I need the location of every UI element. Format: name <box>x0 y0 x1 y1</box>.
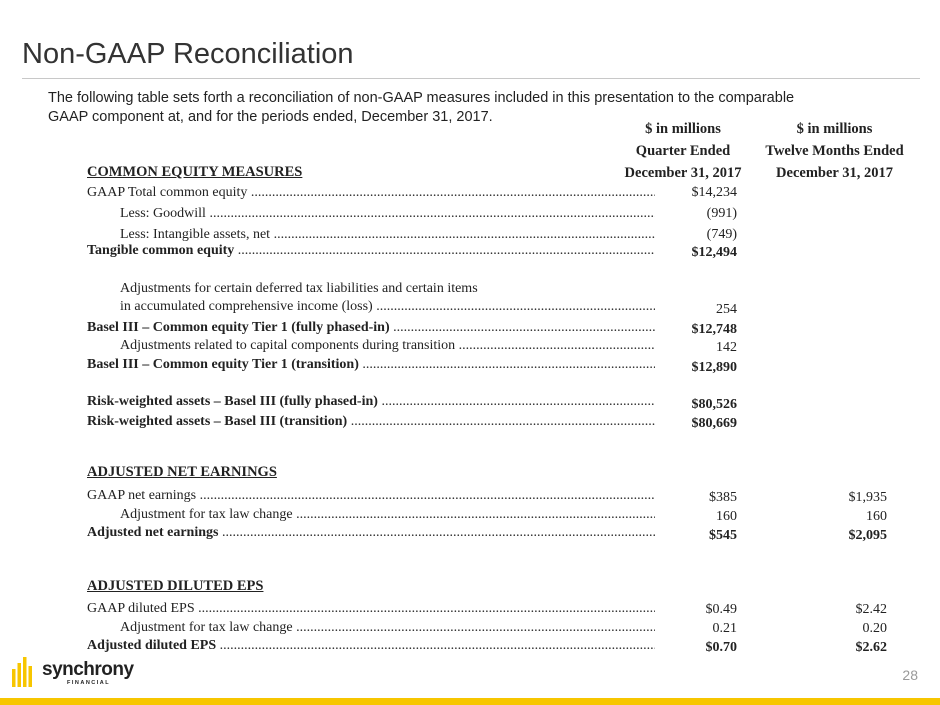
page-number: 28 <box>902 667 918 683</box>
row-label: Basel III – Common equity Tier 1 (transition) ..... <box>87 354 655 375</box>
quarter-value: $545 <box>709 528 737 543</box>
bottom-accent-bar <box>0 698 940 705</box>
row-label: Less: Goodwill ..... <box>87 203 655 224</box>
quarter-value: 0.21 <box>712 621 737 636</box>
quarter-value: $12,748 <box>691 322 737 337</box>
row-label: Adjusted diluted EPS ..... <box>87 635 655 656</box>
twelve-month-value: $2.62 <box>855 640 887 655</box>
logo-subtext: FINANCIAL <box>67 680 111 686</box>
table-row <box>87 635 937 656</box>
row-label: Adjustments related to capital components during transition ..... <box>87 335 655 356</box>
row-label: Adjustment for tax law change ..... <box>87 504 655 525</box>
title-divider <box>22 78 920 79</box>
twelve-month-value: $1,935 <box>848 490 887 505</box>
intro-line-2: GAAP component at, and for the periods ended, December 31, 2017. <box>48 109 493 125</box>
synchrony-logo-icon <box>12 657 36 687</box>
quarter-value: $0.70 <box>705 640 737 655</box>
column-header-twelve-months <box>752 118 917 184</box>
intro-line-1: The following table sets forth a reconciliation of non-GAAP measures included in this presentation to the comparable <box>48 90 795 106</box>
table-row <box>87 335 937 356</box>
twelve-month-value: $2,095 <box>848 528 887 543</box>
col1-line3: December 31, 2017 <box>624 165 742 181</box>
quarter-value: $12,890 <box>691 360 737 375</box>
row-label: Adjustments for certain deferred tax liabilities and certain items <box>120 281 478 296</box>
quarter-value: (991) <box>706 206 737 221</box>
quarter-value: $80,669 <box>691 416 737 431</box>
table-row <box>87 598 937 619</box>
table-row <box>87 240 937 261</box>
row-label: Tangible common equity ..... <box>87 240 655 261</box>
table-row <box>87 522 937 543</box>
row-label: Risk-weighted assets – Basel III (fully phased-in) ..... <box>87 391 655 412</box>
quarter-value: $385 <box>709 490 737 505</box>
col2-line2: Twelve Months Ended <box>765 143 904 159</box>
table-row <box>87 296 937 317</box>
row-label: in accumulated comprehensive income (loss) ..... <box>87 296 655 317</box>
row-label: Adjustment for tax law change ..... <box>87 617 655 638</box>
section-heading-common-equity: COMMON EQUITY MEASURES <box>87 164 303 180</box>
quarter-value: $14,234 <box>691 185 737 200</box>
twelve-month-value: $2.42 <box>855 602 887 617</box>
quarter-value: (749) <box>706 227 737 242</box>
row-label: Basel III – Common equity Tier 1 (fully phased-in) ..... <box>87 317 655 338</box>
table-row <box>87 203 937 224</box>
quarter-value: 160 <box>716 509 737 524</box>
twelve-month-value: 0.20 <box>862 621 887 636</box>
row-label: GAAP net earnings ..... <box>87 485 655 506</box>
logo-wordmark: synchrony <box>42 659 134 680</box>
synchrony-logo <box>12 655 142 689</box>
row-label: Risk-weighted assets – Basel III (transition) ..... <box>87 411 655 432</box>
table-row <box>87 391 937 412</box>
col1-line1: $ in millions <box>645 121 721 137</box>
twelve-month-value: 160 <box>866 509 887 524</box>
row-label: GAAP diluted EPS ..... <box>87 598 655 619</box>
quarter-value: 254 <box>716 302 737 317</box>
section-heading-adjusted-net-earnings: ADJUSTED NET EARNINGS <box>87 464 277 480</box>
table-row <box>87 354 937 375</box>
col2-line1: $ in millions <box>796 121 873 137</box>
row-label: GAAP Total common equity ..... <box>87 182 655 203</box>
column-header-quarter <box>608 118 758 184</box>
section-heading-adjusted-diluted-eps: ADJUSTED DILUTED EPS <box>87 578 264 594</box>
table-row <box>87 411 937 432</box>
quarter-value: $12,494 <box>691 245 737 260</box>
quarter-value: $80,526 <box>691 397 737 412</box>
quarter-value: 142 <box>716 340 737 355</box>
table-row <box>87 182 937 203</box>
col2-line3: December 31, 2017 <box>776 165 893 181</box>
page-title: Non-GAAP Reconciliation <box>22 38 354 70</box>
row-label: Adjusted net earnings ..... <box>87 522 655 543</box>
table-row <box>87 485 937 506</box>
col1-line2: Quarter Ended <box>635 143 731 159</box>
row-label: Less: Intangible assets, net ..... <box>87 224 655 245</box>
quarter-value: $0.49 <box>705 602 737 617</box>
